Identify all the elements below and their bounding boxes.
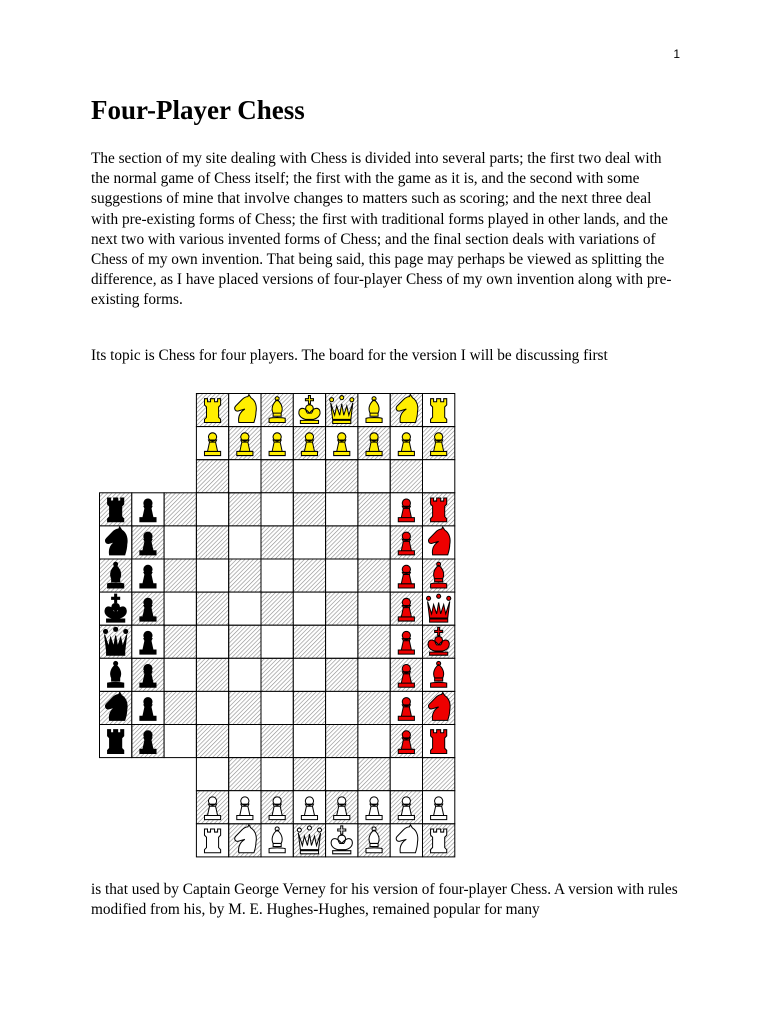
- dark-square: [229, 758, 261, 791]
- light-square: [293, 592, 325, 625]
- light-square: [326, 625, 358, 658]
- dark-square: [326, 658, 358, 691]
- black-rook-piece: [108, 730, 124, 754]
- light-square: [196, 691, 228, 724]
- light-square: [293, 526, 325, 559]
- dark-square: [229, 559, 261, 592]
- dark-square: [358, 559, 390, 592]
- light-square: [261, 758, 293, 791]
- board-svg: [98, 392, 552, 858]
- light-square: [164, 592, 196, 625]
- four-player-chess-board: [98, 392, 552, 858]
- page-title: Four-Player Chess: [91, 95, 305, 125]
- light-square: [358, 460, 390, 493]
- red-rook-piece: [431, 730, 447, 754]
- light-square: [326, 691, 358, 724]
- board-squares: [100, 394, 455, 857]
- dark-square: [196, 592, 228, 625]
- dark-square: [358, 758, 390, 791]
- dark-square: [164, 559, 196, 592]
- light-square: [326, 758, 358, 791]
- light-square: [293, 658, 325, 691]
- black-rook-piece: [108, 498, 124, 522]
- light-square: [196, 559, 228, 592]
- dark-square: [293, 758, 325, 791]
- light-square: [229, 725, 261, 758]
- dark-square: [261, 658, 293, 691]
- red-rook-piece: [431, 498, 447, 522]
- white-rook-piece: [431, 829, 447, 853]
- dark-square: [293, 559, 325, 592]
- light-square: [261, 691, 293, 724]
- dark-square: [229, 691, 261, 724]
- dark-square: [164, 691, 196, 724]
- light-square: [164, 526, 196, 559]
- dark-square: [326, 526, 358, 559]
- light-square: [261, 559, 293, 592]
- light-square: [196, 758, 228, 791]
- dark-square: [229, 625, 261, 658]
- light-square: [229, 592, 261, 625]
- light-square: [423, 460, 455, 493]
- dark-square: [358, 691, 390, 724]
- dark-square: [261, 725, 293, 758]
- light-square: [293, 725, 325, 758]
- dark-square: [293, 691, 325, 724]
- dark-square: [196, 658, 228, 691]
- light-square: [164, 658, 196, 691]
- verney-paragraph: is that used by Captain George Verney for his version of four-player Chess. A version with rules modified from his, by M. E. Hughes-Hughes, remained popular for many: [91, 881, 678, 919]
- light-square: [229, 526, 261, 559]
- dark-square: [261, 460, 293, 493]
- dark-square: [196, 526, 228, 559]
- light-square: [358, 658, 390, 691]
- dark-square: [229, 493, 261, 526]
- dark-square: [261, 592, 293, 625]
- dark-square: [196, 725, 228, 758]
- dark-square: [390, 460, 422, 493]
- light-square: [358, 725, 390, 758]
- dark-square: [423, 758, 455, 791]
- light-square: [358, 526, 390, 559]
- light-square: [326, 493, 358, 526]
- light-square: [196, 625, 228, 658]
- light-square: [390, 758, 422, 791]
- light-square: [326, 559, 358, 592]
- topic-paragraph: Its topic is Chess for four players. The board for the version I will be discussing first: [91, 347, 608, 364]
- dark-square: [196, 460, 228, 493]
- intro-paragraph: The section of my site dealing with Chess is divided into several parts; the first two deal with the normal game of Chess itself; the first with the game as it is, and the second with some suggestions of mine that involve changes to matters such as scoring; and the next three deal with pre-existing forms of Chess; the first with traditional forms played in other lands, and the next two with various invented forms of Chess; and the final section deals with variations of Chess of my own invention. That being said, this page may perhaps be viewed as splitting the difference, as I have placed versions of four-player Chess of my own invention along with pre-existing forms.: [91, 150, 672, 309]
- dark-square: [326, 592, 358, 625]
- light-square: [293, 460, 325, 493]
- light-square: [358, 592, 390, 625]
- dark-square: [293, 625, 325, 658]
- dark-square: [164, 625, 196, 658]
- light-square: [164, 725, 196, 758]
- yellow-rook-piece: [431, 399, 447, 423]
- white-rook-piece: [204, 829, 220, 853]
- dark-square: [358, 625, 390, 658]
- yellow-rook-piece: [204, 399, 220, 423]
- dark-square: [164, 493, 196, 526]
- light-square: [261, 493, 293, 526]
- page-number: 1: [673, 47, 680, 61]
- dark-square: [326, 460, 358, 493]
- dark-square: [326, 725, 358, 758]
- light-square: [229, 460, 261, 493]
- light-square: [229, 658, 261, 691]
- dark-square: [293, 493, 325, 526]
- light-square: [196, 493, 228, 526]
- light-square: [261, 625, 293, 658]
- dark-square: [261, 526, 293, 559]
- dark-square: [358, 493, 390, 526]
